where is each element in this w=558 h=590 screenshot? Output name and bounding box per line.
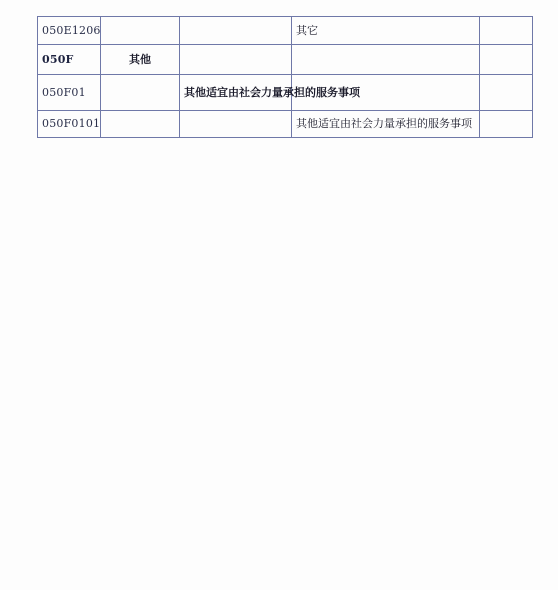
item-code-cell: 050F0101 (38, 111, 101, 138)
table-row (38, 75, 533, 111)
table-row (38, 45, 533, 75)
table-row (38, 17, 533, 45)
item-description-cell: 其它 (292, 17, 480, 45)
item-code-cell: 050E1206 (38, 17, 101, 45)
level2-category-cell (180, 17, 292, 45)
service-catalog-table (37, 16, 533, 138)
level2-category-cell (180, 45, 292, 75)
item-code-cell: 050F (38, 45, 101, 75)
table-row (38, 111, 533, 138)
item-description-cell: 其他适宜由社会力量承担的服务事项 (292, 111, 480, 138)
note-cell (480, 17, 533, 45)
note-cell (480, 75, 533, 111)
level1-category-cell (101, 17, 180, 45)
level1-category-cell (101, 75, 180, 111)
level2-category-cell (180, 111, 292, 138)
note-cell (480, 45, 533, 75)
item-code-cell: 050F01 (38, 75, 101, 111)
level2-category-cell: 其他适宜由社会力量承担的服务事项 (180, 75, 292, 111)
note-cell (480, 111, 533, 138)
level1-category-cell (101, 111, 180, 138)
item-description-cell (292, 45, 480, 75)
level1-category-cell: 其他 (101, 45, 180, 75)
